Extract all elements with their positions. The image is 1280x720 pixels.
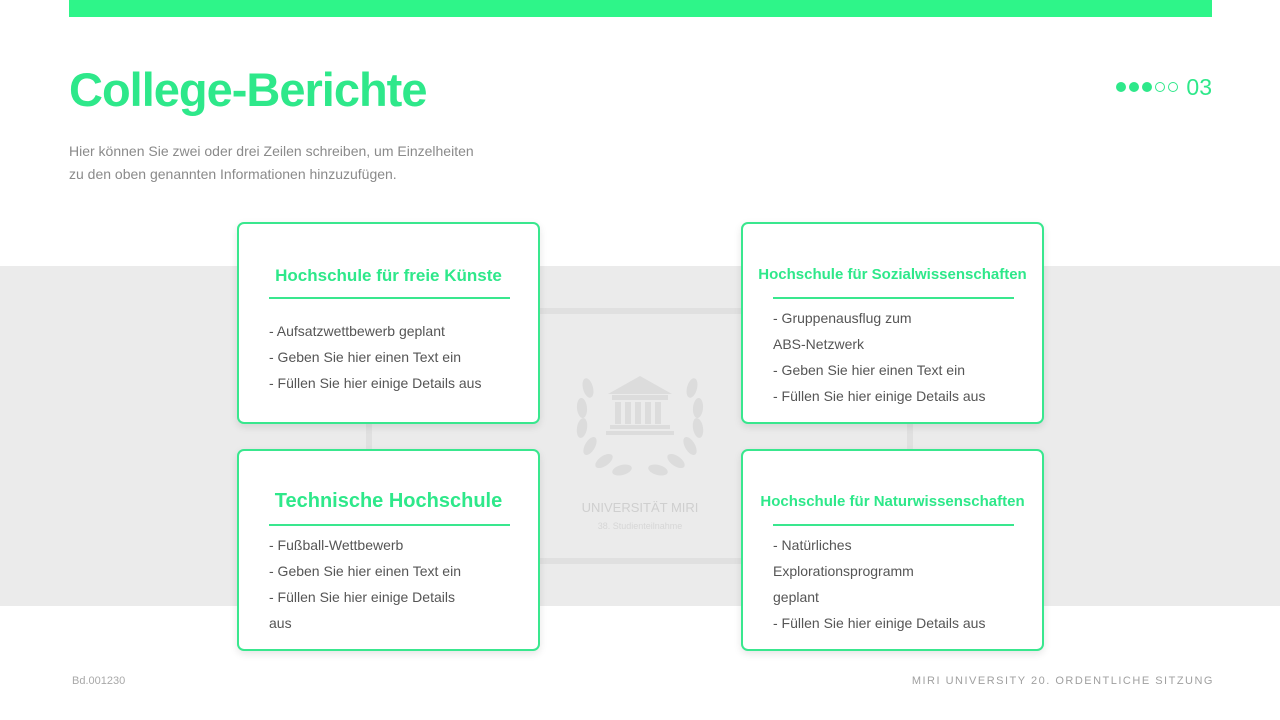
card-list-item: - Füllen Sie hier einige Details aus [269, 375, 482, 391]
footer-document-code: Bd.001230 [72, 675, 126, 687]
pager-dot-empty [1155, 82, 1165, 92]
card-list-item: - Füllen Sie hier einige Details aus [773, 615, 986, 631]
connector-bottom [538, 558, 743, 564]
card-list-item: - Fußball-Wettbewerb [269, 537, 404, 553]
college-card-arts [237, 222, 540, 424]
card-divider [269, 297, 510, 299]
card-title: Hochschule für freie Künste [275, 266, 502, 285]
page-title: College-Berichte [69, 63, 427, 116]
card-list-item: - Geben Sie hier einen Text ein [773, 362, 965, 378]
subtitle-line: zu den oben genannten Informationen hinzuzufügen. [69, 166, 397, 182]
card-divider [269, 524, 510, 526]
card-list-item: - Geben Sie hier einen Text ein [269, 349, 461, 365]
pager-dot-filled [1142, 82, 1152, 92]
card-list-item: - Füllen Sie hier einige Details aus [773, 388, 986, 404]
card-list-item: ABS-Netzwerk [773, 336, 865, 352]
card-title: Hochschule für Naturwissenschaften [760, 493, 1025, 510]
pager-dot-empty [1168, 82, 1178, 92]
university-laurel-icon [560, 370, 720, 545]
card-list-item: - Füllen Sie hier einige Details [269, 589, 455, 605]
card-title: Hochschule für Sozialwissenschaften [758, 266, 1027, 283]
emblem-subtitle: 38. Studienteilnahme [597, 521, 683, 531]
card-title: Technische Hochschule [274, 490, 503, 512]
card-list-item: - Gruppenausflug zum [773, 310, 912, 326]
connector-top [538, 308, 743, 314]
card-divider [773, 297, 1014, 299]
pager-dot-filled [1116, 82, 1126, 92]
pager-dot-filled [1129, 82, 1139, 92]
card-list-item: geplant [773, 589, 819, 605]
card-list-item: aus [269, 615, 292, 631]
subtitle-line: Hier können Sie zwei oder drei Zeilen schreiben, um Einzelheiten [69, 143, 474, 159]
college-card-technical [237, 449, 540, 651]
card-list-item: Explorationsprogramm [773, 563, 914, 579]
card-divider [773, 524, 1014, 526]
connector-left [366, 422, 372, 452]
college-card-social-sciences [741, 222, 1044, 424]
card-list-item: - Natürliches [773, 537, 852, 553]
page-subtitle [69, 140, 529, 186]
footer-event-name: MIRI UNIVERSITY 20. ORDENTLICHE SITZUNG [911, 675, 1214, 687]
emblem-university-name: UNIVERSITÄT MIRI [581, 500, 699, 515]
card-list-item: - Aufsatzwettbewerb geplant [269, 323, 445, 339]
card-list-item: - Geben Sie hier einen Text ein [269, 563, 461, 579]
page-number: 03 [1186, 74, 1212, 100]
top-accent-bar [69, 0, 1212, 17]
connector-right [907, 422, 913, 452]
slide-pager [1116, 74, 1212, 100]
college-card-natural-sciences [741, 449, 1044, 651]
